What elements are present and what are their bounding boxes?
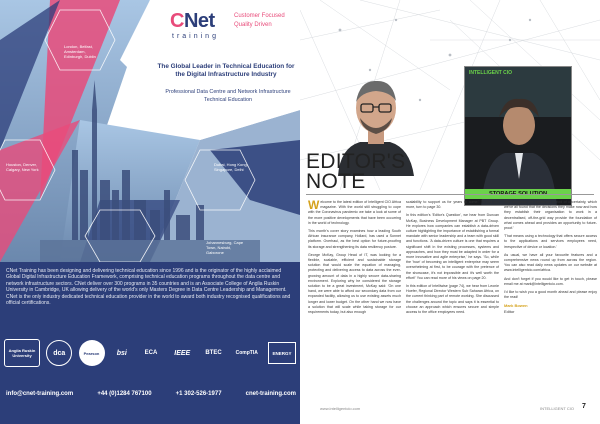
contact-us-phone[interactable]: +1 302-526-1977	[175, 391, 222, 397]
article-column-3: 'We recognise the significant period of uncertainty, which we've all found that the decisions they make now and how they establish their organisation to work in a decentralised, off-the-grid way provide the foundation of what comes ahead and provides an opportunity to future-proof.' 'That means using a technology that offers secure access to the applications and services employees need, irrespective of device or location.' As usual, we have all your favourite features and a comprehensive news round up from across the region. You can also read daily news updates on our website at www.intelligentcio.com/africa. And don't forget if you would like to get in touch, please email me at mark@intelligentcio.com. I'd like to wish you a good month ahead and please enjoy the read! Mark Bowen Editor	[504, 200, 597, 314]
btec-logo: BTEC	[205, 350, 222, 356]
section-title: EDITOR'S NOTE	[306, 150, 406, 193]
signature-role: Editor	[504, 308, 515, 314]
cover-image	[465, 67, 572, 206]
advert-subhead: Professional Data Centre and Network Infrastructure Technical Education	[165, 89, 291, 103]
brand-tagline: Customer Focused Quality Driven	[234, 13, 285, 28]
title-rule	[306, 194, 594, 195]
location-label: Houston, Denver, Calgary, New York	[6, 162, 39, 172]
footer-brand: INTELLIGENT CIO	[540, 406, 574, 411]
hexagon-collage	[0, 0, 300, 262]
location-label: Johannesburg, Cape Town, Nairobi, Gaborone	[206, 240, 244, 255]
contact-uk-phone[interactable]: +44 (0)1284 767100	[97, 391, 152, 397]
pearson-logo: Pearson	[79, 340, 105, 366]
advert-body: CNet Training has been designing and delivering technical education since 1996 and is the originator of the highly acclaimed Global Digital Infrastructure Education Framework, comprising technical education programs throughout the data centre and network infrastructure sectors. CNet deliver over 300 programs in 35 countries and is an Associate College of Anglia Ruskin University in Cambridge, UK allowing delivery of the world's only Masters Degree in Data Centre Leadership and Management. CNet is the only industry dedicated technical education provider in the world to award both industry recognised qualifications and official certifications.	[6, 268, 291, 307]
cover-headline: STORAGE SOLUTION	[465, 189, 571, 199]
article-column-1: Welcome to the latest edition of Intelligent CIO Africa magazine. With the world still struggling to cope with the Coronavirus pandemic we take a look at some of the more positive developments that have been occurring in the world of technology. This month's cover story examines how a leading South African insurance company, Hollard, has used a Sonnet platform. Overhaul, as the best option for future-proofing its storage and strengthening its data resiliency posture. George McKay, Group Head of IT, was looking for a flexible, scalable, efficient and sustainable storage solution that would scale the equation of managing, protecting and delivering access to data across the ever-growing amount of data in a highly secure data-sharing environment. Exploring why he considered the storage solution to be a great investment, McKay said: 'On one hand, we were able to afford our secondary data from our expanded facility, allowing us to use existing assets much longer and lower budget. On the other hand we now have a solution that will scale while taking storage for our requirements today, but also enough	[308, 198, 401, 315]
cnet-logo: CNet training	[170, 10, 219, 40]
cover-masthead: INTELLIGENT CIO	[469, 70, 513, 76]
page-number: 7	[582, 403, 586, 410]
anglia-ruskin-logo: Anglia Ruskin University	[4, 339, 40, 367]
contact-row	[6, 391, 296, 397]
ieee-logo: IEEE	[174, 349, 191, 357]
eca-logo: ECA	[144, 350, 158, 356]
signature-name: Mark Bowen	[504, 303, 528, 309]
drop-cap: W	[308, 198, 320, 212]
accreditation-logos	[4, 334, 296, 372]
advert-headline: The Global Leader in Technical Education for the Digital Infrastructure Industry	[157, 63, 295, 78]
contact-website[interactable]: cnet-training.com	[245, 391, 296, 397]
location-label: London, Belfast, Amsterdam, Edinburgh, Dublin	[64, 44, 96, 59]
location-label: Dubai, Hong Kong, Singapore, Delhi	[214, 162, 248, 172]
magazine-cover	[464, 66, 572, 206]
article-column-2: scalability to support us for years to come.' To find out more, turn to page 30. In this edition's 'Editor's Question', we hear from Duncan McKay, Business Development Manager at PBT Group. He explores how companies can establish a data-driven culture highlighting the importance of establishing a formal mandate with senior leadership and a team with good skill and functions. 'A data-driven culture is one that requires a significant shift in the existing processes, systems and approaches, and how they must be adapted in order for a more innovative and agile enterprise,' he says. 'So, while the 'how' of becoming an intelligent enterprise may seem overwhelming at first, to be courage with the pretence of the showcase, it's not impossible and it's well worth the effort!' You can read more of his views on page 20. In this edition of Intelliwise (page 74), we hear from Leonie Hoefer, Regional Director Western Sub Saharan Africa, on the current thinking part of remote working. She discussed the challenges around the topic and says it is essential to choose an approach which ensures secure and simple access to the office employees need.	[406, 200, 499, 315]
editorial-page	[300, 0, 600, 424]
contact-email[interactable]: info@cnet-training.com	[6, 391, 74, 397]
dca-logo: dca	[46, 340, 72, 366]
energy-logo: ENERGY	[268, 342, 296, 364]
bsi-logo: bsi	[116, 349, 127, 357]
comptia-logo: CompTIA	[235, 350, 258, 356]
footer-url[interactable]: www.intelligentcio.com	[320, 406, 361, 411]
